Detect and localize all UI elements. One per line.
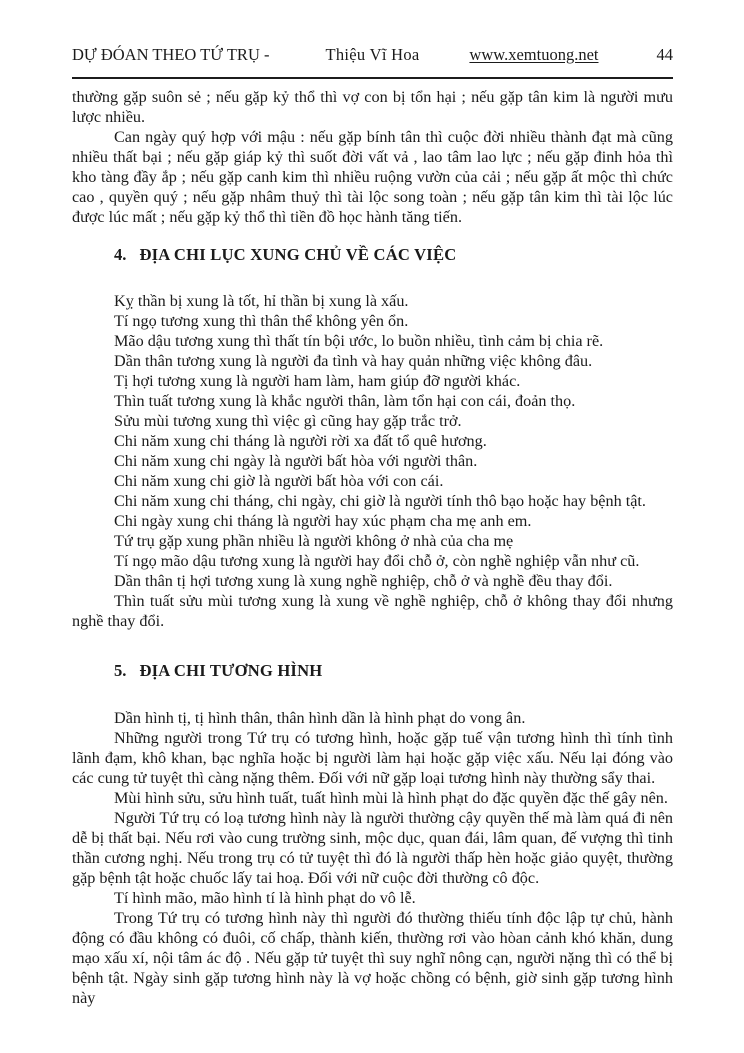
list-line: Chi năm xung chi tháng là người rời xa đất tổ quê hương. [114,432,487,450]
list-line: Tứ trụ gặp xung phần nhiều là người không ở nhà của cha mẹ [114,532,514,550]
book-title: DỰ ĐÓAN THEO TỨ TRỤ - [72,45,270,64]
website-link[interactable]: www.xemtuong.net [469,45,599,64]
list-line: Chi năm xung chi ngày là người bất hòa với người thân. [114,452,478,470]
section-5-heading [114,661,673,681]
body-paragraph: Những người trong Tứ trụ có tương hình, hoặc gặp tuế vận tương hình thì tính tình lãnh đạm, khô khan, bạc nghĩa hoặc bị người làm hại hoặc gặp việc xấu. Nếu lại đóng vào các cung tử tuyệt thì càng nặng thêm. Đối với nữ gặp loại tương hình này thường sẩy thai. [72,729,673,787]
list-line: Dần thân tị hợi tương xung là xung nghề nghiệp, chỗ ở và nghề đều thay đổi. [114,572,613,590]
page-header [72,46,673,64]
section-title: ĐỊA CHI LỤC XUNG CHỦ VỀ CÁC VIỆC [139,245,457,264]
body-paragraph: Can ngày quý hợp với mậu : nếu gặp bính tân thì cuộc đời nhiều thành đạt mà cũng nhiều thất bại ; nếu gặp giáp kỷ thì suốt đời vất vả , lao tâm lao lực ; nếu gặp đinh hỏa thì kho tàng đầy ắp ; nếu gặp canh kim thì nhiều ruộng vườn của cải ; nếu gặp ất mộc thì chức cao , quyền quý ; nếu gặp nhâm thuỷ thì tài lộc song toàn ; nếu gặp tân kim thì tài lộc lúc được lúc mất ; nếu gặp kỷ thổ thì tiền đồ học hành tăng tiến. [72,128,673,226]
section-4-heading [114,245,673,265]
body-paragraph: Tí hình mão, mão hình tí là hình phạt do vô lễ. [114,889,416,907]
list-line: Tí ngọ tương xung thì thân thể không yên ổn. [114,312,409,330]
list-line: Kỵ thần bị xung là tốt, hỉ thần bị xung là xấu. [114,292,409,310]
author-name: Thiệu Vĩ Hoa [325,45,420,64]
body-paragraph: Dần hình tị, tị hình thân, thân hình dần là hình phạt do vong ân. [114,709,526,727]
section-number: 4. [114,245,127,264]
body-paragraph: thường gặp suôn sẻ ; nếu gặp kỷ thổ thì vợ con bị tổn hại ; nếu gặp tân kim là người mưu lược nhiều. [72,88,673,126]
list-line: Chi năm xung chi tháng, chi ngày, chi giờ là người tính thô bạo hoặc hay bệnh tật. [114,492,646,510]
list-line: Thìn tuất sửu mùi tương xung là xung về nghề nghiệp, chỗ ở không thay đổi nhưng nghề thay đổi. [72,592,673,630]
list-line: Sửu mùi tương xung thì việc gì cũng hay gặp trắc trở. [114,412,462,430]
body-paragraph: Mùi hình sửu, sửu hình tuất, tuất hình mùi là hình phạt do đặc quyền đặc thế gây nên. [114,789,668,807]
section-title: ĐỊA CHI TƯƠNG HÌNH [139,661,323,680]
header-divider [72,77,673,79]
list-line: Tí ngọ mão dậu tương xung là người hay đổi chỗ ở, còn nghề nghiệp vẫn như cũ. [114,552,640,570]
list-line: Dần thân tương xung là người đa tình và hay quản những việc không đâu. [114,352,593,370]
list-line: Chi ngày xung chi tháng là người hay xúc phạm cha mẹ anh em. [114,512,532,530]
list-line: Thìn tuất tương xung là khắc người thân, làm tổn hại con cái, đoản thọ. [114,392,576,410]
section-number: 5. [114,661,127,680]
body-paragraph: Trong Tứ trụ có tương hình này thì người đó thường thiếu tính độc lập tự chủ, hành động có đầu không có đuôi, cố chấp, thành kiến, thường rơi vào hòan cảnh khó khăn, dung mạo xấu xí, nội tâm ác độ . Nếu gặp tử tuyệt thì suy nghĩ nông cạn, người nặng thì có thể bị bệnh tật. Ngày sinh gặp tương hình này là vợ hoặc chồng có bệnh, giờ sinh gặp tương hình này [72,909,673,1007]
list-line: Chi năm xung chi giờ là người bất hòa với con cái. [114,472,444,490]
page-number: 44 [656,45,673,64]
body-paragraph: Người Tứ trụ có loạ tương hình này là người thường cậy quyền thế mà làm quá đi nên dễ bị thất bại. Nếu rơi vào cung trường sinh, mộc dục, quan đái, lâm quan, đế vượng thì tinh thần cương nghị. Nếu trong trụ có tử tuyệt thì đó là người thấp hèn hoặc giảo quyệt, thường gặp bệnh tật hoặc chuốc lấy tai hoạ. Đối với nữ cuộc đời thường cô độc. [72,809,673,887]
page-body [72,87,673,1008]
list-line: Mão dậu tương xung thì thất tín bội ước, lo buồn nhiều, tình cảm bị chia rẽ. [114,332,604,350]
list-line: Tị hợi tương xung là người ham làm, ham giúp đỡ người khác. [114,372,521,390]
